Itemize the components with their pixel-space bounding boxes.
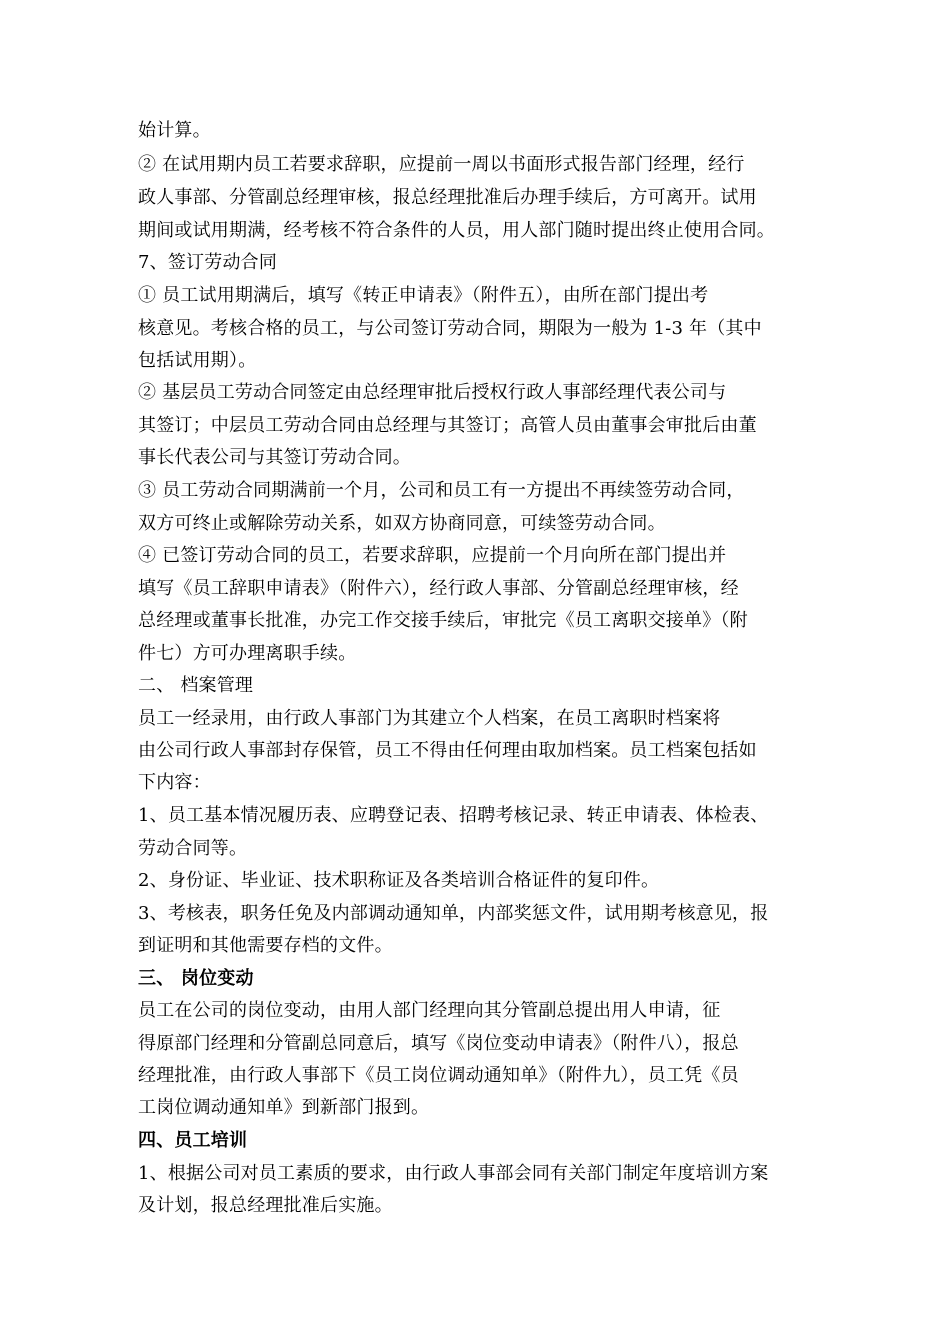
- text-line: 事长代表公司与其签订劳动合同。: [138, 447, 411, 468]
- text-line: 经理批准，由行政人事部下《员工岗位调动通知单》（附件九），员工凭《员: [138, 1065, 739, 1086]
- text-line: 期间或试用期满，经考核不符合条件的人员，用人部门随时提出终止使用合同。: [138, 220, 775, 241]
- text-line: 工岗位调动通知单》到新部门报到。: [138, 1097, 430, 1118]
- text-line: 其签订；中层员工劳动合同由总经理与其签订；高管人员由董事会审批后由董: [138, 415, 757, 436]
- text-line: 件七）方可办理离职手续。: [138, 643, 357, 664]
- text-line: 到证明和其他需要存档的文件。: [138, 935, 393, 956]
- text-line: 政人事部、分管副总经理审核，报总经理批准后办理手续后，方可离开。试用: [138, 187, 757, 208]
- text-line: ② 基层员工劳动合同签定由总经理审批后授权行政人事部经理代表公司与: [138, 382, 727, 403]
- text-line: ① 员工试用期满后，填写《转正申请表》（附件五），由所在部门提出考: [138, 285, 709, 306]
- text-line: 2、身份证、毕业证、技术职称证及各类培训合格证件的复印件。: [138, 870, 660, 891]
- text-line: 由公司行政人事部封存保管，员工不得由任何理由取加档案。员工档案包括如: [138, 740, 757, 761]
- text-line: 包括试用期）。: [138, 350, 257, 371]
- text-line: ② 在试用期内员工若要求辞职，应提前一周以书面形式报告部门经理，经行: [138, 154, 745, 175]
- text-line: 双方可终止或解除劳动关系，如双方协商同意，可续签劳动合同。: [138, 513, 666, 534]
- text-line: 填写《员工辞职申请表》（附件六），经行政人事部、分管副总经理审核，经: [138, 578, 739, 599]
- text-line: 总经理或董事长批准，办完工作交接手续后，审批完《员工离职交接单》（附: [138, 610, 748, 631]
- text-line: ④ 已签订劳动合同的员工，若要求辞职，应提前一个月向所在部门提出并: [138, 545, 727, 566]
- text-line: 得原部门经理和分管副总同意后，填写《岗位变动申请表》（附件八），报总: [138, 1033, 739, 1054]
- section-heading: 四、员工培训: [138, 1130, 248, 1151]
- text-line: 劳动合同等。: [138, 838, 248, 859]
- text-line: 员工在公司的岗位变动，由用人部门经理向其分管副总提出用人申请，征: [138, 1000, 721, 1021]
- section-heading: 7、签订劳动合同: [138, 252, 278, 273]
- text-line: 员工一经录用，由行政人事部门为其建立个人档案，在员工离职时档案将: [138, 708, 721, 729]
- text-line: 1、员工基本情况履历表、应聘登记表、招聘考核记录、转正申请表、体检表、: [138, 805, 769, 826]
- text-line: ③ 员工劳动合同期满前一个月，公司和员工有一方提出不再续签劳动合同，: [138, 480, 745, 501]
- text-line: 1、根据公司对员工素质的要求，由行政人事部会同有关部门制定年度培训方案: [138, 1163, 769, 1184]
- text-line: 下内容：: [138, 772, 211, 793]
- section-heading: 二、 档案管理: [138, 675, 254, 696]
- text-line: 及计划，报总经理批准后实施。: [138, 1195, 393, 1216]
- text-line: 始计算。: [138, 120, 211, 141]
- section-heading: 三、 岗位变动: [138, 968, 254, 989]
- text-line: 3、考核表，职务任免及内部调动通知单，内部奖惩文件，试用期考核意见，报: [138, 903, 769, 924]
- text-line: 核意见。考核合格的员工，与公司签订劳动合同，期限为一般为 1-3 年（其中: [138, 318, 762, 339]
